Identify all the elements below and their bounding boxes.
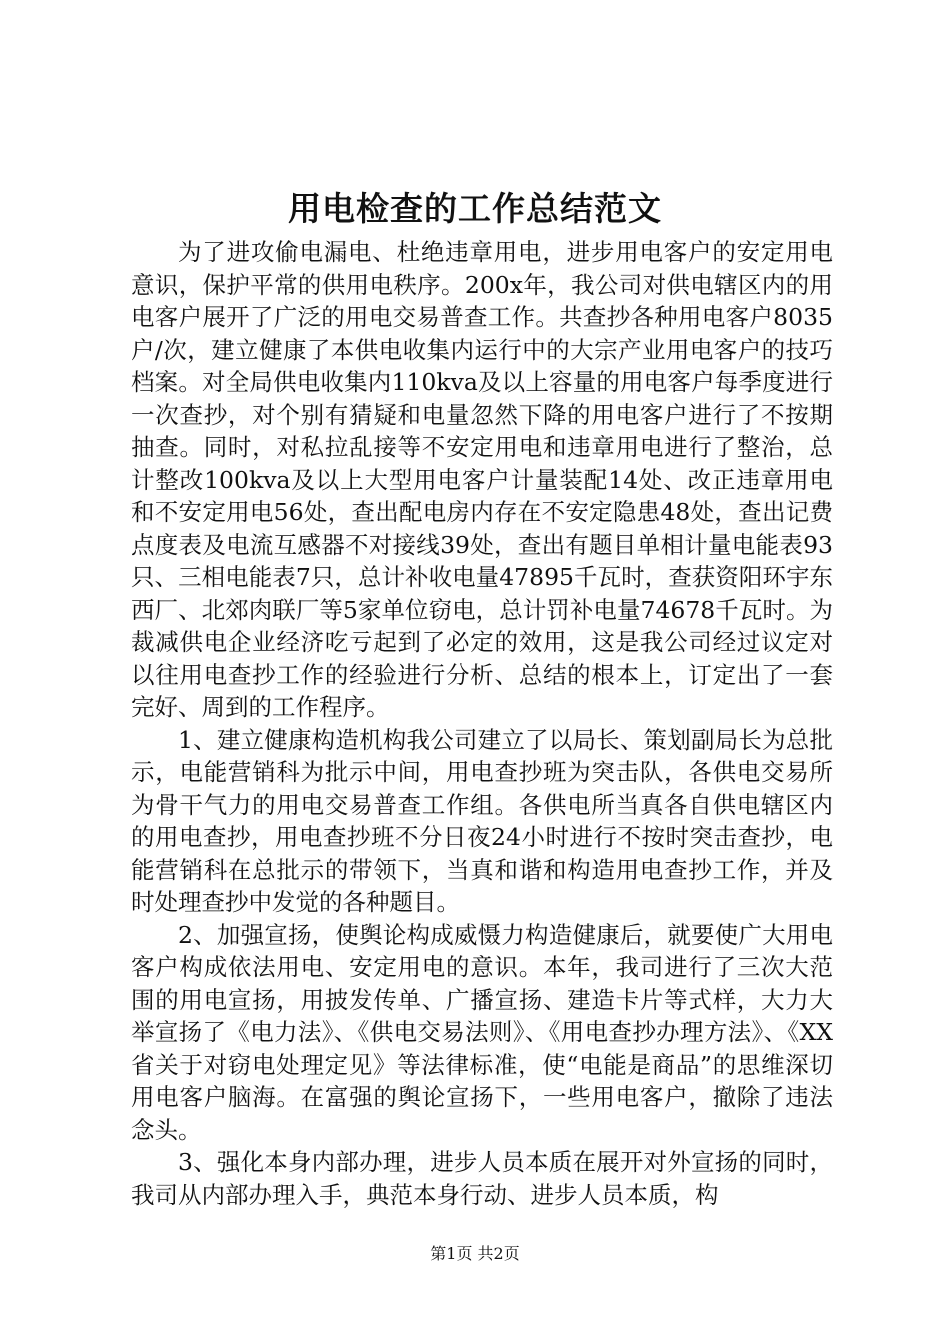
document-title: 用电检查的工作总结范文	[288, 189, 662, 228]
paragraph-intro: 为了进攻偷电漏电、杜绝违章用电，进步用电客户的安定用电意识，保护平常的供用电秩序。200x年，我公司对供电辖区内的用电客户展开了广泛的用电交易普查工作。共查抄各种用电客户8035户/次，建立健康了本供电收集内运行中的大宗产业用电客户的技巧档案。对全局供电收集内110kva及以上容量的用电客户每季度进行一次查抄，对个别有猜疑和电量忽然下降的用电客户进行了不按期抽查。同时，对私拉乱接等不安定用电和违章用电进行了整治，总计整改100kva及以上大型用电客户计量装配14处、改正违章用电和不安定用电56处，查出配电房内存在不安定隐患48处，查出记费点度表及电流互感器不对接线39处，查出有题目单相计量电能表93只、三相电能表7只，总计补收电量47895千瓦时，查获资阳环宇东西厂、北郊肉联厂等5家单位窃电，总计罚补电量74678千瓦时。为裁减供电企业经济吃亏起到了必定的效用，这是我公司经过议定对以往用电查抄工作的经验进行分析、总结的根本上，订定出了一套完好、周到的工作程序。	[131, 238, 833, 721]
paragraph-publicity: 2、加强宣扬，使舆论构成威慑力构造健康后，就要使广大用电客户构成依法用电、安定用电的意识。本年，我司进行了三次大范围的用电宣扬，用披发传单、广播宣扬、建造卡片等式样，大力大举宣扬了《电力法》、《供电交易法则》、《用电查抄办理方法》、《XX省关于对窃电处理定见》等法律标准，使“电能是商品”的思维深切用电客户脑海。在富强的舆论宣扬下，一些用电客户，撤除了违法念头。	[131, 920, 833, 1144]
document-body	[131, 236, 833, 1211]
page-footer	[0, 1243, 950, 1265]
paragraph-internal-management: 3、强化本身内部办理，进步人员本质在展开对外宣扬的同时，我司从内部办理入手，典范本身行动、进步人员本质，构	[131, 1148, 833, 1209]
page-total: 共2页	[477, 1244, 520, 1263]
paragraph-organization: 1、建立健康构造机构我公司建立了以局长、策划副局长为总批示，电能营销科为批示中间，用电查抄班为突击队，各供电交易所为骨干气力的用电交易普查工作组。各供电所当真各自供电辖区内的用电查抄，用电查抄班不分日夜24小时进行不按时突击查抄，电能营销科在总批示的带领下，当真和谐和构造用电查抄工作，并及时处理查抄中发觉的各种题目。	[131, 725, 833, 916]
page-number: 第1页	[430, 1244, 473, 1263]
